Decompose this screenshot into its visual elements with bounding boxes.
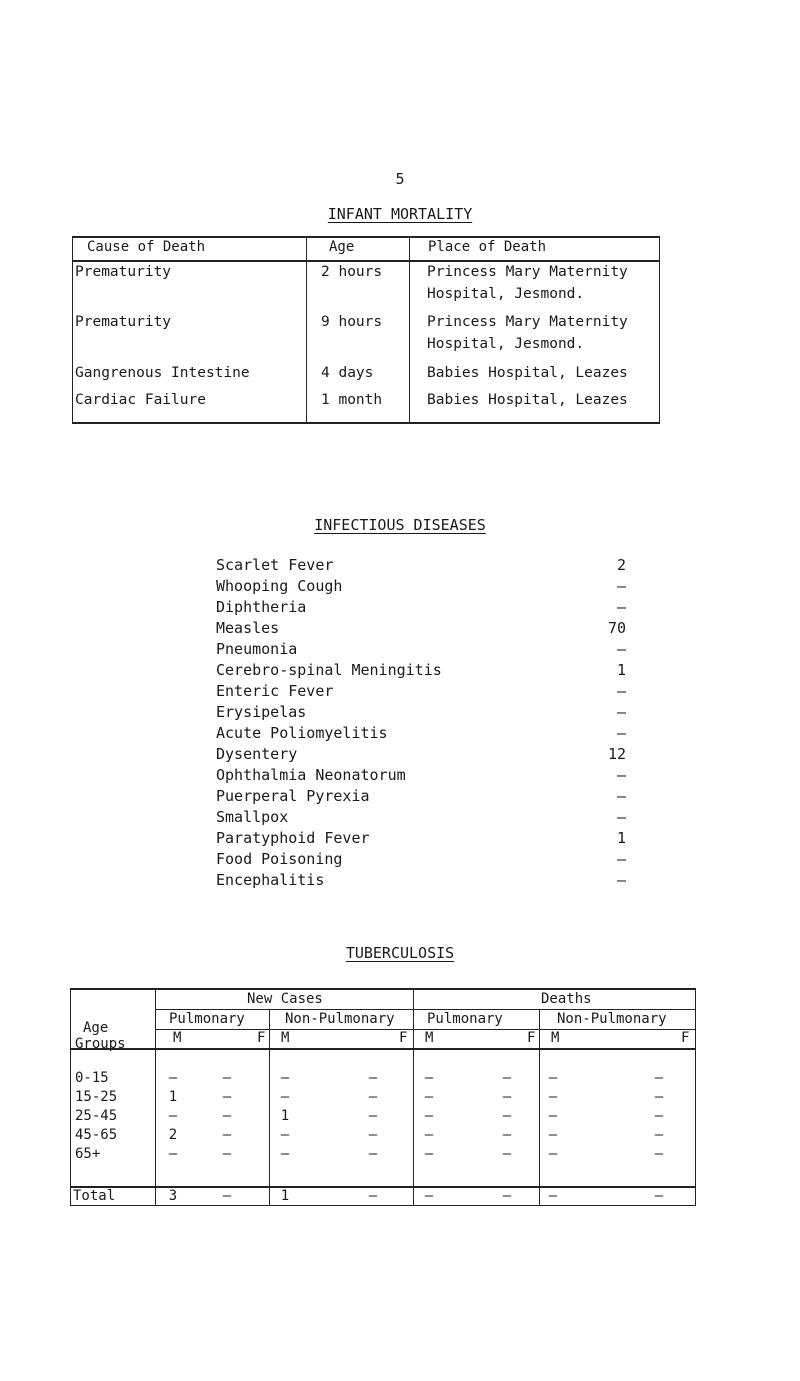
- total-cell: –: [654, 1188, 664, 1204]
- subheader-non-pulmonary: Non-Pulmonary: [285, 1011, 395, 1027]
- table-cell: –: [368, 1127, 378, 1143]
- sex-header: F: [399, 1030, 408, 1046]
- total-cell: –: [368, 1188, 378, 1204]
- row-2-age: 9 hours: [321, 314, 383, 330]
- row-2-cause: Prematurity: [75, 314, 172, 330]
- total-cell: –: [424, 1188, 434, 1204]
- table-cell: –: [502, 1108, 512, 1124]
- list-item: Acute Poliomyelitis –: [216, 724, 626, 742]
- age-group-label: 25-45: [75, 1108, 118, 1124]
- age-group-label: 15-25: [75, 1089, 118, 1105]
- infant-mortality-table: [72, 236, 660, 424]
- row-3-place-line1: Babies Hospital, Leazes: [427, 365, 628, 381]
- sex-header: M: [281, 1030, 290, 1046]
- new-cases-header: New Cases: [247, 991, 323, 1007]
- rule: [71, 1048, 695, 1050]
- list-item: Whooping Cough –: [216, 577, 626, 595]
- table-cell: –: [222, 1146, 232, 1162]
- list-item: Cerebro-spinal Meningitis 1: [216, 661, 626, 679]
- table-cell: –: [502, 1146, 512, 1162]
- table-cell: –: [168, 1108, 178, 1124]
- row-1-place-line1: Princess Mary Maternity: [427, 264, 628, 280]
- groups-header: Groups: [75, 1036, 126, 1052]
- table-cell: –: [654, 1070, 664, 1086]
- header-cause-of-death: Cause of Death: [87, 239, 206, 255]
- infant-mortality-header-row: [73, 238, 659, 262]
- list-item: Paratyphoid Fever 1: [216, 829, 626, 847]
- row-3-age: 4 days: [321, 365, 374, 381]
- table-cell: –: [368, 1070, 378, 1086]
- subheader-non-pulmonary: Non-Pulmonary: [557, 1011, 667, 1027]
- row-4-age: 1 month: [321, 392, 383, 408]
- table-cell: –: [654, 1089, 664, 1105]
- list-item: Ophthalmia Neonatorum –: [216, 766, 626, 784]
- deaths-header: Deaths: [541, 991, 592, 1007]
- table-cell: –: [168, 1070, 178, 1086]
- table-cell: –: [222, 1127, 232, 1143]
- infectious-diseases-title: INFECTIOUS DISEASES: [314, 516, 486, 534]
- sex-header: F: [527, 1030, 536, 1046]
- sex-header: M: [551, 1030, 560, 1046]
- row-1-age: 2 hours: [321, 264, 383, 280]
- total-cell: 1: [280, 1188, 290, 1204]
- subheader-pulmonary: Pulmonary: [169, 1011, 245, 1027]
- table-cell: –: [168, 1146, 178, 1162]
- table-cell: 1: [280, 1108, 290, 1124]
- subheader-pulmonary: Pulmonary: [427, 1011, 503, 1027]
- rule: [539, 1009, 540, 1205]
- header-place-of-death: Place of Death: [428, 239, 547, 255]
- age-header: Age: [83, 1020, 109, 1036]
- row-2-place-line1: Princess Mary Maternity: [427, 314, 628, 330]
- table-cell: –: [654, 1146, 664, 1162]
- row-3-cause: Gangrenous Intestine: [75, 365, 250, 381]
- sex-header: F: [257, 1030, 266, 1046]
- table-cell: 1: [168, 1089, 178, 1105]
- list-item: Dysentery 12: [216, 745, 626, 763]
- table-cell: –: [222, 1070, 232, 1086]
- sex-header: M: [425, 1030, 434, 1046]
- table-cell: –: [548, 1146, 558, 1162]
- rule: [269, 1009, 270, 1205]
- table-cell: –: [654, 1127, 664, 1143]
- table-cell: –: [502, 1070, 512, 1086]
- table-cell: –: [548, 1127, 558, 1143]
- list-item: Pneumonia –: [216, 640, 626, 658]
- tuberculosis-table: [70, 988, 696, 1206]
- table-cell: –: [222, 1089, 232, 1105]
- column-divider: [409, 238, 410, 422]
- table-cell: –: [368, 1089, 378, 1105]
- table-cell: –: [654, 1108, 664, 1124]
- rule: [155, 1009, 695, 1010]
- row-4-cause: Cardiac Failure: [75, 392, 206, 408]
- table-cell: –: [424, 1146, 434, 1162]
- list-item: Scarlet Fever 2: [216, 556, 626, 574]
- table-cell: –: [280, 1146, 290, 1162]
- table-cell: –: [280, 1127, 290, 1143]
- list-item: Smallpox –: [216, 808, 626, 826]
- table-cell: –: [424, 1070, 434, 1086]
- table-cell: 2: [168, 1127, 178, 1143]
- table-cell: –: [368, 1146, 378, 1162]
- table-cell: –: [280, 1070, 290, 1086]
- total-cell: 3: [168, 1188, 178, 1204]
- row-2-place-line2: Hospital, Jesmond.: [427, 336, 585, 352]
- list-item: Measles 70: [216, 619, 626, 637]
- sex-header: F: [681, 1030, 690, 1046]
- row-1-cause: Prematurity: [75, 264, 172, 280]
- table-cell: –: [548, 1070, 558, 1086]
- table-cell: –: [502, 1127, 512, 1143]
- list-item: Erysipelas –: [216, 703, 626, 721]
- total-cell: –: [222, 1188, 232, 1204]
- column-divider: [306, 238, 307, 422]
- table-cell: –: [424, 1089, 434, 1105]
- infant-mortality-title: INFANT MORTALITY: [327, 205, 473, 223]
- page-number: 5: [395, 170, 405, 188]
- list-item: Diphtheria –: [216, 598, 626, 616]
- table-cell: –: [368, 1108, 378, 1124]
- table-cell: –: [424, 1127, 434, 1143]
- table-cell: –: [424, 1108, 434, 1124]
- table-cell: –: [222, 1108, 232, 1124]
- table-cell: –: [548, 1089, 558, 1105]
- total-cell: –: [502, 1188, 512, 1204]
- table-cell: –: [502, 1089, 512, 1105]
- list-item: Enteric Fever –: [216, 682, 626, 700]
- table-cell: –: [280, 1089, 290, 1105]
- list-item: Encephalitis –: [216, 871, 626, 889]
- table-cell: –: [548, 1108, 558, 1124]
- list-item: Puerperal Pyrexia –: [216, 787, 626, 805]
- total-label: Total: [73, 1188, 116, 1204]
- total-cell: –: [548, 1188, 558, 1204]
- age-group-label: 45-65: [75, 1127, 118, 1143]
- row-4-place-line1: Babies Hospital, Leazes: [427, 392, 628, 408]
- sex-header: M: [173, 1030, 182, 1046]
- age-group-label: 65+: [75, 1146, 101, 1162]
- row-1-place-line2: Hospital, Jesmond.: [427, 286, 585, 302]
- tuberculosis-title: TUBERCULOSIS: [345, 944, 455, 962]
- header-age: Age: [329, 239, 355, 255]
- age-group-label: 0-15: [75, 1070, 109, 1086]
- list-item: Food Poisoning –: [216, 850, 626, 868]
